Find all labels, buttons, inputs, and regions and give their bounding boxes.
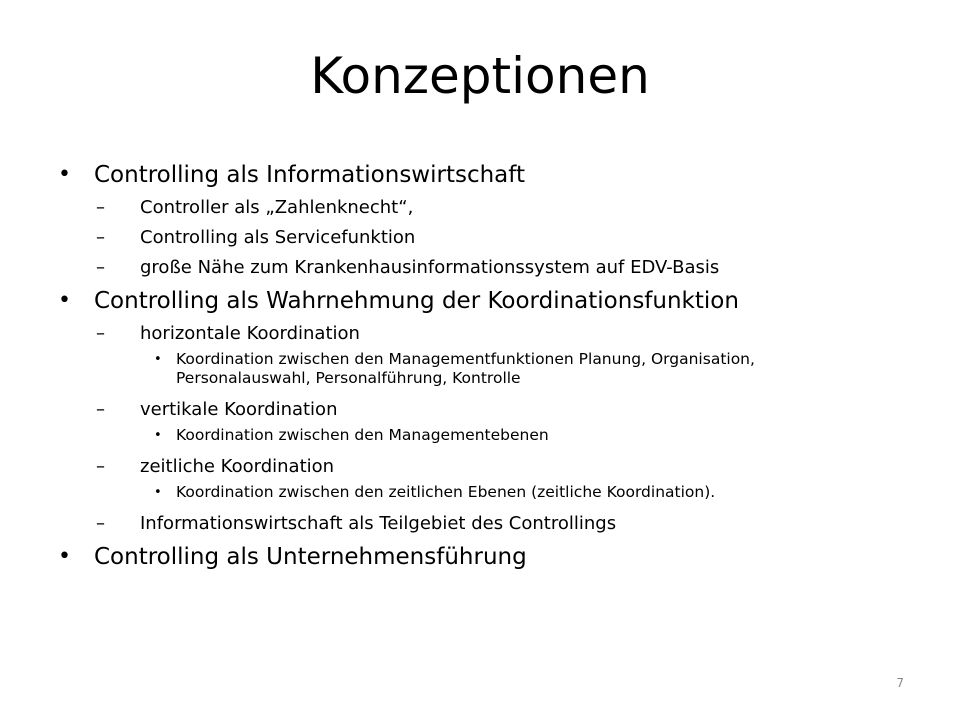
- dash-icon: –: [96, 399, 105, 420]
- sub-item-text: zeitliche Koordination: [140, 456, 335, 477]
- sub-item-text: große Nähe zum Krankenhausinformationssystem auf EDV-Basis: [140, 257, 720, 278]
- bullet-dot-icon: •: [58, 544, 71, 569]
- bullet-item: [58, 158, 918, 192]
- bullet-text: Controlling als Informationswirtschaft: [94, 162, 525, 188]
- dash-icon: –: [96, 257, 105, 278]
- slide-title: Konzeptionen: [310, 47, 650, 105]
- sub-item-text: horizontale Koordination: [140, 323, 360, 344]
- bullet-dot-icon: •: [154, 352, 162, 367]
- bullet-item: [58, 540, 918, 574]
- dash-icon: –: [96, 456, 105, 477]
- bullet-text: Controlling als Unternehmensführung: [94, 544, 527, 570]
- bullet-item: [58, 284, 918, 318]
- sub-item-text: Controller als „Zahlenknecht“,: [140, 197, 414, 218]
- sub-sub-item: [58, 426, 876, 445]
- sub-sub-item-text: Koordination zwischen den zeitlichen Ebenen (zeitliche Koordination).: [176, 483, 716, 501]
- sub-item-text: vertikale Koordination: [140, 399, 338, 420]
- bullet-dot-icon: •: [154, 485, 162, 500]
- bullet-dot-icon: •: [58, 288, 71, 313]
- bullet-dot-icon: •: [154, 428, 162, 443]
- dash-icon: –: [96, 323, 105, 344]
- sub-item: [58, 224, 918, 251]
- bullet-dot-icon: •: [58, 162, 71, 187]
- sub-item: [58, 194, 918, 221]
- sub-item-text: Controlling als Servicefunktion: [140, 227, 416, 248]
- sub-sub-item-text: Koordination zwischen den Managementfunktionen Planung, Organisation, Personalauswahl, Personalführung, Kontrolle: [176, 350, 755, 387]
- sub-item: [58, 396, 918, 423]
- sub-item: [58, 510, 918, 537]
- sub-item-text: Informationswirtschaft als Teilgebiet des Controllings: [140, 513, 617, 534]
- sub-item: [58, 320, 918, 347]
- page-number: 7: [896, 676, 904, 690]
- bullet-text: Controlling als Wahrnehmung der Koordinationsfunktion: [94, 288, 739, 314]
- sub-item: [58, 254, 918, 281]
- sub-item: [58, 453, 918, 480]
- dash-icon: –: [96, 197, 105, 218]
- sub-sub-item-text: Koordination zwischen den Managementebenen: [176, 426, 549, 444]
- sub-sub-item: [58, 350, 876, 388]
- dash-icon: –: [96, 513, 105, 534]
- sub-sub-item: [58, 483, 876, 502]
- dash-icon: –: [96, 227, 105, 248]
- slide-content: [58, 158, 918, 576]
